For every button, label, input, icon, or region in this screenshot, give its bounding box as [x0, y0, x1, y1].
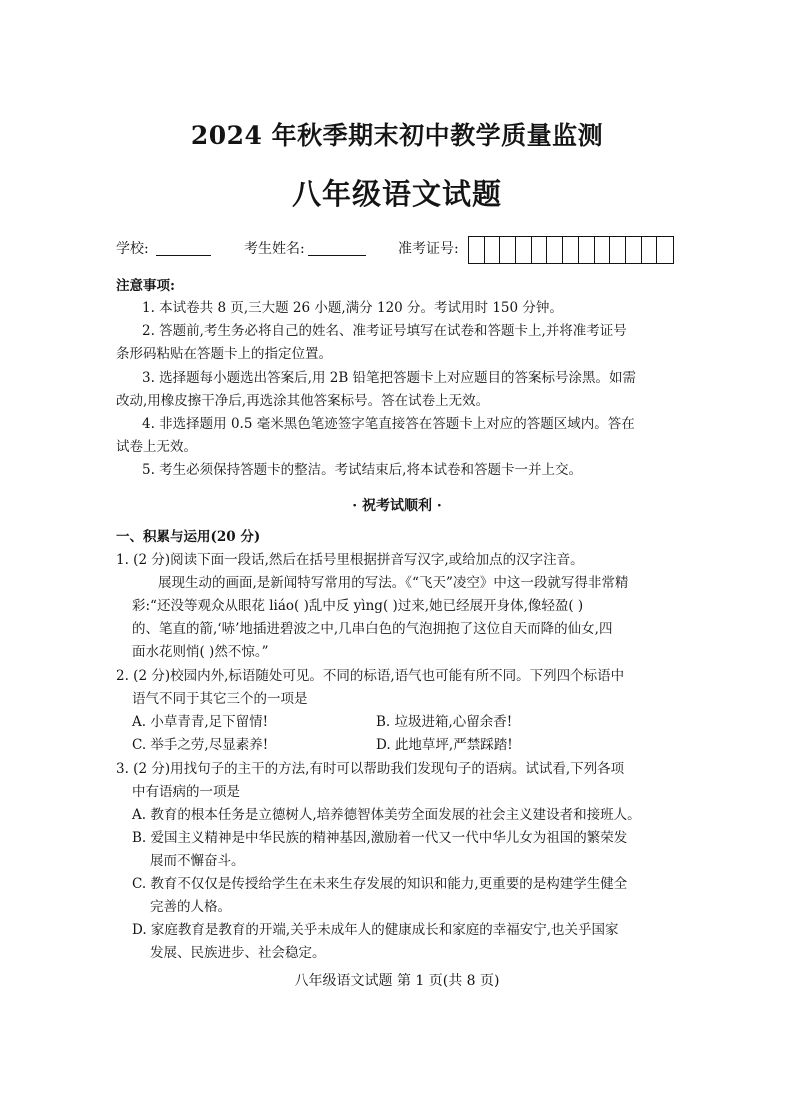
notice-line: 试卷上无效。 [116, 439, 197, 455]
blessing-text: · 祝考试顺利 · [352, 498, 442, 514]
question-1-line: 彩:“还没等观众从眼花 liáo( )乱中反 yìng( )过来,她已经展开身体,像轻盈( ) [132, 598, 584, 614]
section-heading: 一、积累与运用(20 分) [116, 529, 261, 545]
question-3-line: 3. (2 分)用找句子的主干的方法,有时可以帮助我们发现句子的语病。试试看,下列各项 [116, 761, 625, 777]
id-cell [500, 237, 516, 263]
question-1-line: 1. (2 分)阅读下面一段话,然后在括号里根据拼音写汉字,或给加点的汉字注音。 [116, 552, 584, 568]
id-cell [547, 237, 563, 263]
question-2-option-d: D. 此地草坪,严禁踩踏! [376, 737, 513, 753]
question-3-option-d: D. 家庭教育是教育的开端,关乎未成年人的健康成长和家庭的幸福安宁,也关乎国家 [132, 922, 619, 938]
page-footer: 八年级语文试题 第 1 页(共 8 页) [294, 973, 500, 989]
id-cell [469, 237, 485, 263]
notice-line: 3. 选择题每小题选出答案后,用 2B 铅笔把答题卡上对应题目的答案标号涂黑。如需 [142, 370, 637, 386]
id-cell [563, 237, 579, 263]
id-cell [610, 237, 626, 263]
id-cell [516, 237, 532, 263]
notice-line: 改动,用橡皮擦干净后,再选涂其他答案标号。答在试卷上无效。 [116, 393, 490, 409]
notice-line: 1. 本试卷共 8 页,三大题 26 小题,满分 120 分。考试用时 150 分钟。 [142, 300, 563, 316]
exam-subtitle: 八年级语文试题 [291, 177, 502, 211]
candidate-info-row [116, 236, 686, 258]
id-number-grid [468, 236, 674, 264]
id-cell [485, 237, 501, 263]
school-blank [156, 255, 211, 256]
id-cell [532, 237, 548, 263]
question-2-option-b: B. 垃圾进箱,心留余香! [376, 714, 513, 730]
notice-heading: 注意事项: [116, 278, 175, 294]
id-cell [595, 237, 611, 263]
question-3-option-b-cont: 展而不懈奋斗。 [150, 853, 245, 869]
question-3-option-c: C. 教育不仅仅是传授给学生在未来生存发展的知识和能力,更重要的是构建学生健全 [132, 876, 628, 892]
question-2-line: 2. (2 分)校园内外,标语随处可见。不同的标语,语气也可能有所不同。下列四个标语中 [116, 668, 625, 684]
id-cell [642, 237, 658, 263]
name-blank [308, 255, 366, 256]
question-1-line: 展现生动的画面,是新闻特写常用的写法。《“飞天”凌空》中这一段就写得非常精 [158, 575, 629, 591]
question-2-line: 语气不同于其它三个的一项是 [132, 691, 308, 707]
school-label: 学校: [116, 241, 149, 257]
notice-line: 条形码粘贴在答题卡上的指定位置。 [116, 346, 332, 362]
question-3-option-d-cont: 发展、民族进步、社会稳定。 [150, 945, 326, 961]
notice-line: 5. 考生必须保持答题卡的整洁。考试结束后,将本试卷和答题卡一并上交。 [142, 462, 582, 478]
id-label: 准考证号: [398, 241, 459, 257]
question-2-option-a: A. 小草青青,足下留情! [132, 714, 269, 730]
question-3-option-c-cont: 完善的人格。 [150, 899, 231, 915]
exam-title: 2024 年秋季期末初中教学质量监测 [190, 121, 604, 150]
name-label: 考生姓名: [244, 241, 305, 257]
question-3-line: 中有语病的一项是 [132, 784, 240, 800]
id-cell [657, 237, 673, 263]
notice-line: 4. 非选择题用 0.5 毫米黑色笔迹签字笔直接答在答题卡上对应的答题区域内。答在 [142, 416, 635, 432]
id-cell [579, 237, 595, 263]
question-1-line: 面水花则悄( )然不惊。” [132, 644, 269, 660]
question-2-option-c: C. 举手之劳,尽显素养! [132, 737, 269, 753]
question-3-option-b: B. 爱国主义精神是中华民族的精神基因,激励着一代又一代中华儿女为祖国的繁荣发 [132, 830, 628, 846]
id-cell [626, 237, 642, 263]
question-1-line: 的、笔直的箭,‘哧’地插进碧波之中,几串白色的气泡拥抱了这位自天而降的仙女,四 [132, 621, 613, 637]
question-3-option-a: A. 教育的根本任务是立德树人,培养德智体美劳全面发展的社会主义建设者和接班人。 [132, 807, 641, 823]
notice-line: 2. 答题前,考生务必将自己的姓名、准考证号填写在试卷和答题卡上,并将准考证号 [142, 323, 627, 339]
